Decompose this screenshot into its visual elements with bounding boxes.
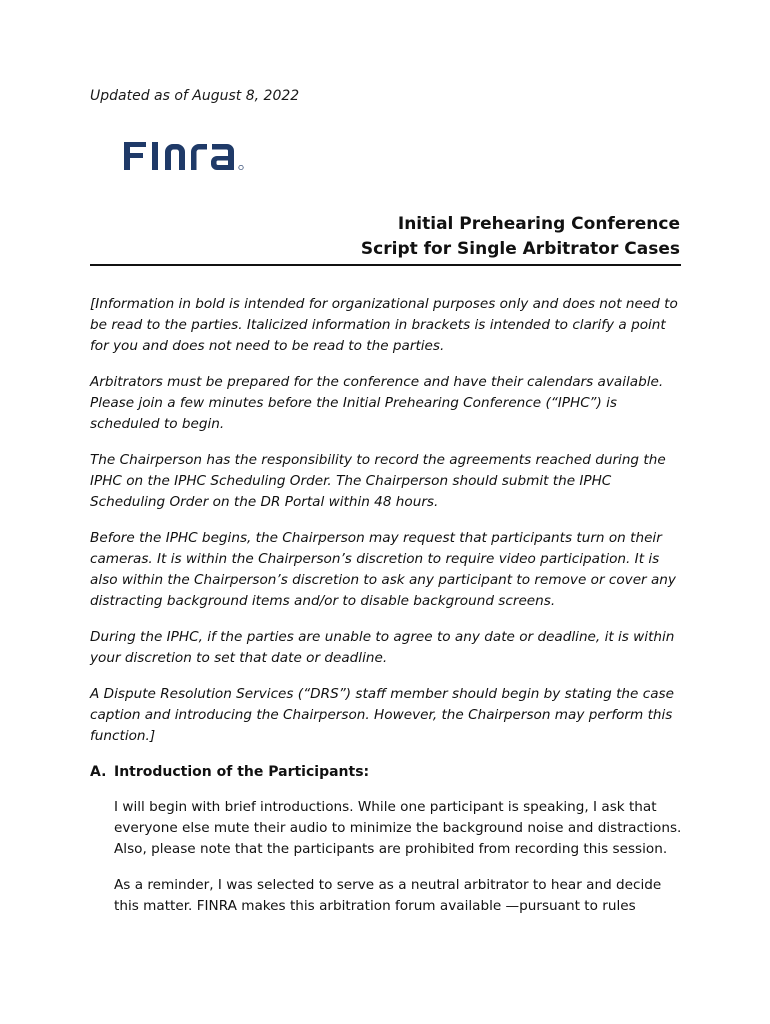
section-a-content [90, 797, 682, 917]
title-line-1: Initial Prehearing Conference [397, 214, 680, 234]
section-a-heading [90, 762, 682, 783]
finra-logo-mark [122, 138, 246, 174]
document-body [90, 294, 682, 932]
finra-logo [122, 138, 246, 174]
intro-paragraph-1: [Information in bold is intended for organizational purposes only and does not need to be read to the parties. Italicized information in brackets is intended to clarify a point for you and does not need to be read to the parties. [90, 296, 678, 354]
section-a-title: Introduction of the Participants: [114, 764, 370, 780]
title-line-2: Script for Single Arbitrator Cases [360, 239, 680, 259]
updated-date: Updated as of August 8, 2022 [90, 88, 300, 104]
intro-paragraph-4: Before the IPHC begins, the Chairperson may request that participants turn on their cameras. It is within the Chairperson’s discretion to require video participation. It is also within the Chairperson’s discretion to ask any participant to remove or cover any distracting background items and/or to disable background screens. [90, 530, 676, 609]
intro-paragraph-2: Arbitrators must be prepared for the conference and have their calendars available. Please join a few minutes before the Initial Prehearing Conference (“IPHC”) is scheduled to begin. [90, 374, 664, 432]
section-a-paragraph-1: I will begin with brief introductions. While one participant is speaking, I ask that everyone else mute their audio to minimize the background noise and distractions. Also, please note that the participants are prohibited from recording this session. [114, 799, 682, 857]
section-a-paragraph-2: As a reminder, I was selected to serve as a neutral arbitrator to hear and decide this matter. FINRA makes this arbitration forum available —pursuant to rules [114, 877, 662, 914]
title-divider [90, 264, 681, 266]
intro-paragraph-5: During the IPHC, if the parties are unable to agree to any date or deadline, it is within your discretion to set that date or deadline. [90, 629, 675, 666]
section-a-letter: A. [90, 764, 107, 780]
intro-paragraph-6: A Dispute Resolution Services (“DRS”) staff member should begin by stating the case caption and introducing the Chairperson. However, the Chairperson may perform this function.] [90, 686, 674, 744]
document-title [90, 212, 680, 262]
intro-paragraph-3: The Chairperson has the responsibility to record the agreements reached during the IPHC on the IPHC Scheduling Order. The Chairperson should submit the IPHC Scheduling Order on the DR Portal within 48 hours. [90, 452, 666, 510]
